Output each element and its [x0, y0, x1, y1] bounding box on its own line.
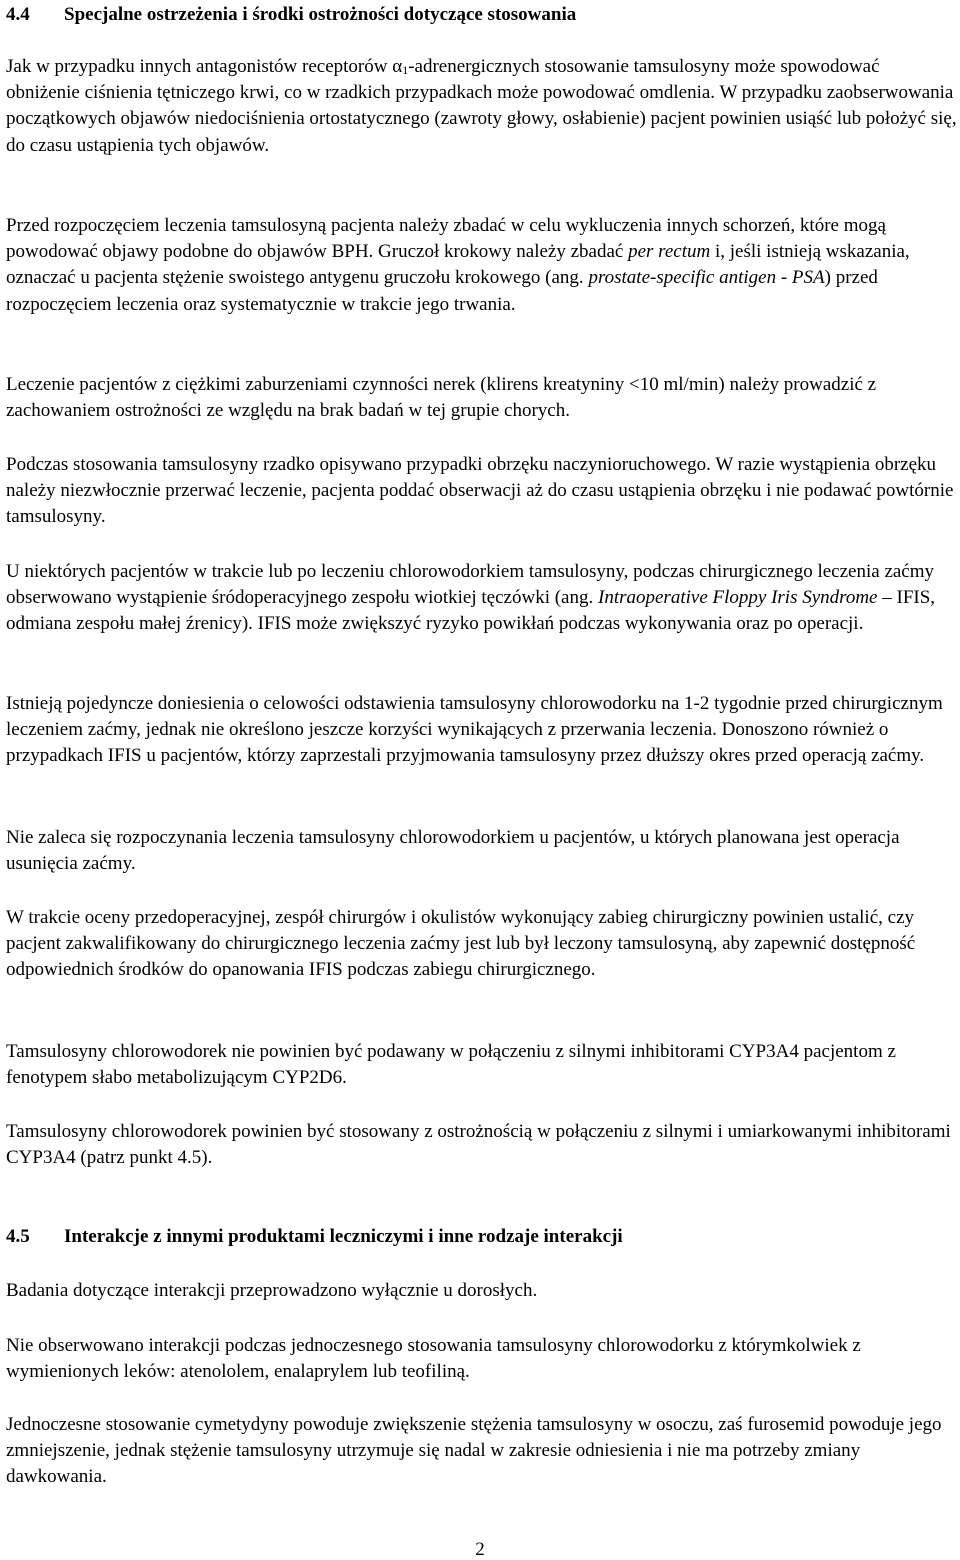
paragraph-ifis: U niektórych pacjentów w trakcie lub po leczeniu chlorowodorkiem tamsulosyny, podczas chirurgicznego leczenia zaćmy obserwowano wystąpienie śródoperacyjnego zespołu wiotkiej tęczówki (ang. Intraoperative Floppy Iris Syndrome – IFIS, odmiana zespołu małej źrenicy). IFIS może zwiększyć ryzyko powikłań podczas wykonywania oraz po operacji. — [6, 561, 936, 635]
section-4-4-heading — [6, 2, 576, 28]
paragraph-cyp2d6: Tamsulosyny chlorowodorek nie powinien być podawany w połączeniu z silnymi inhibitorami CYP3A4 pacjentom z fenotypem słabo metabolizującym CYP2D6. — [6, 1041, 896, 1089]
paragraph-adults-only: Badania dotyczące interakcji przeprowadzono wyłącznie u dorosłych. — [6, 1280, 538, 1301]
paragraph-cyp3a4: Tamsulosyny chlorowodorek powinien być stosowany z ostrożnością w połączeniu z silnymi i umiarkowanymi inhibitorami CYP3A4 (patrz punkt 4.5). — [6, 1121, 951, 1169]
paragraph-preoperative-assessment: W trakcie oceny przedoperacyjnej, zespół chirurgów i okulistów wykonujący zabieg chirurgiczny powinien ustalić, czy pacjent zakwalifikowany do chirurgicznego leczenia zaćmy jest lub był leczony tamsulosyną, aby zapewnić dostępność odpowiednich środków do opanowania IFIS podczas zabiegu chirurgicznego. — [6, 907, 916, 981]
page-number: 2 — [475, 1539, 485, 1560]
paragraph-hypotension: Jak w przypadku innych antagonistów receptorów $\alpha_1$-adrenergicznych stosowanie tamsulosyny może spowodować obniżenie ciśnienia tętniczego krwi, co w rzadkich przypadkach może powodować omdlenia. W przypadku zaobserwowania początkowych objawów niedociśnienia ortostatycznego (zawroty głowy, osłabienie) pacjent powinien usiąść lub położyć się, do czasu ustąpienia tych objawów. — [6, 56, 957, 156]
paragraph-angioedema: Podczas stosowania tamsulosyny rzadko opisywano przypadki obrzęku naczynioruchowego. W razie wystąpienia obrzęku należy niezwłocznie przerwać leczenie, pacjenta poddać obserwacji aż do czasu ustąpienia obrzęku i nie podawać powtórnie tamsulosyny. — [6, 454, 954, 528]
paragraph-bph-examination: Przed rozpoczęciem leczenia tamsulosyną pacjenta należy zbadać w celu wykluczenia innych schorzeń, które mogą powodować objawy podobne do objawów BPH. Gruczoł krokowy należy zbadać per rectum i, jeśli istnieją wskazania, oznaczać u pacjenta stężenie swoistego antygenu gruczołu krokowego (ang. prostate-specific antigen - PSA) przed rozpoczęciem leczenia oraz systematycznie w trakcie jego trwania. — [6, 215, 910, 315]
section-title: Interakcje z innymi produktami leczniczymi i inne rodzaje interakcji — [64, 1226, 623, 1247]
section-number: 4.5 — [6, 1226, 30, 1247]
section-title: Specjalne ostrzeżenia i środki ostrożności dotyczące stosowania — [64, 4, 577, 25]
section-number: 4.4 — [6, 4, 30, 25]
paragraph-renal-impairment: Leczenie pacjentów z ciężkimi zaburzeniami czynności nerek (klirens kreatyniny <10 ml/min) należy prowadzić z zachowaniem ostrożności ze względu na brak badań w tej grupie chorych. — [6, 374, 877, 422]
paragraph-cataract-surgery: Nie zaleca się rozpoczynania leczenia tamsulosyny chlorowodorkiem u pacjentów, u których planowana jest operacja usunięcia zaćmy. — [6, 827, 900, 875]
section-4-5-heading — [6, 1224, 623, 1250]
paragraph-no-interactions: Nie obserwowano interakcji podczas jednoczesnego stosowania tamsulosyny chlorowodorku z którymkolwiek z wymienionych leków: atenololem, enalaprylem lub teofiliną. — [6, 1335, 861, 1383]
paragraph-discontinuation: Istnieją pojedyncze doniesienia o celowości odstawienia tamsulosyny chlorowodorku na 1-2 tygodnie przed chirurgicznym leczeniem zaćmy, jednak nie określono jeszcze korzyści wynikających z przerwania leczenia. Donoszono również o przypadkach IFIS u pacjentów, którzy zaprzestali przyjmowania tamsulosyny przez dłuższy okres przed operacją zaćmy. — [6, 693, 943, 767]
paragraph-cimetidine-furosemide: Jednoczesne stosowanie cymetydyny powoduje zwiększenie stężenia tamsulosyny w osoczu, zaś furosemid powoduje jego zmniejszenie, jednak stężenie tamsulosyny utrzymuje się nadal w zakresie odniesienia i nie ma potrzeby zmiany dawkowania. — [6, 1414, 942, 1488]
